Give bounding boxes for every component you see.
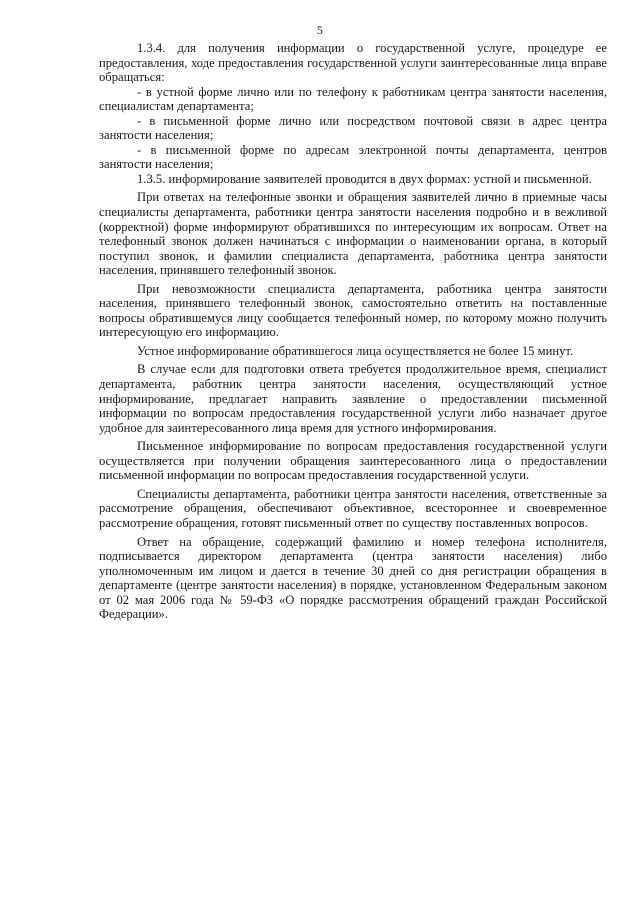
- list-item-email: - в письменной форме по адресам электронной почты департамента, центров занятости населения;: [99, 142, 607, 172]
- paragraph-specialists-response: Специалисты департамента, работники центра занятости населения, ответственные за рассмотрение обращения, обеспечивают объективное, всестороннее и своевременное рассмотрение обращения, готовят письменный ответ по существу поставленных вопросов.: [99, 486, 607, 530]
- list-item-written-mail: - в письменной форме лично или посредством почтовой связи в адрес центра занятости населения;: [99, 113, 607, 143]
- paragraph-reply-signing: Ответ на обращение, содержащий фамилию и номер телефона исполнителя, подписывается директором департамента (центра занятости населения) либо уполномоченным им лицом и дается в течение 30 дней со дня регистрации обращения в департаменте (центре занятости населения) в порядке, установленном Федеральным законом от 02 мая 2006 года № 59-ФЗ «О порядке рассмотрения обращений граждан Российской Федерации».: [99, 534, 607, 622]
- page-number: 5: [316, 23, 324, 37]
- paragraph-unable-to-answer: При невозможности специалиста департамента, работника центра занятости населения, принявшего телефонный звонок, самостоятельно ответить на поставленные вопросы обратившемуся лицу сообщается телефонный номер, по которому можно получить интересующую его информацию.: [99, 281, 607, 340]
- paragraph-written-informing: Письменное информирование по вопросам предоставления государственной услуги осуществляется при получении обращения заинтересованного лица о предоставлении письменной информации по вопросам предоставления государственной услуги.: [99, 439, 607, 483]
- document-body: [99, 41, 607, 622]
- paragraph-long-preparation: В случае если для подготовки ответа требуется продолжительное время, специалист департамента, работник центра занятости населения, осуществляющий устное информирование, предлагает направить заявление о предоставлении письменной информации по вопросам предоставления государственной услуги либо назначает другое удобное для заинтересованного лица время для устного информирования.: [99, 362, 607, 435]
- paragraph-1-3-4: 1.3.4. для получения информации о государственной услуге, процедуре ее предоставления, ходе предоставления государственной услуги заинтересованные лица вправе обращаться:: [99, 41, 607, 85]
- paragraph-phone-answers: При ответах на телефонные звонки и обращения заявителей лично в приемные часы специалисты департамента, работники центра занятости населения подробно и в вежливой (корректной) форме информируют обратившихся по интересующим их вопросам. Ответ на телефонный звонок должен начинаться с информации о наименовании органа, в который поступил звонок, и фамилии специалиста департамента, работника центра занятости населения, принявшего телефонный звонок.: [99, 190, 607, 278]
- list-item-oral-contact: - в устной форме лично или по телефону к работникам центра занятости населения, специалистам департамента;: [99, 84, 607, 114]
- paragraph-1-3-5: 1.3.5. информирование заявителей проводится в двух формах: устной и письменной.: [137, 171, 592, 186]
- paragraph-oral-duration: Устное информирование обратившегося лица осуществляется не более 15 минут.: [137, 343, 574, 358]
